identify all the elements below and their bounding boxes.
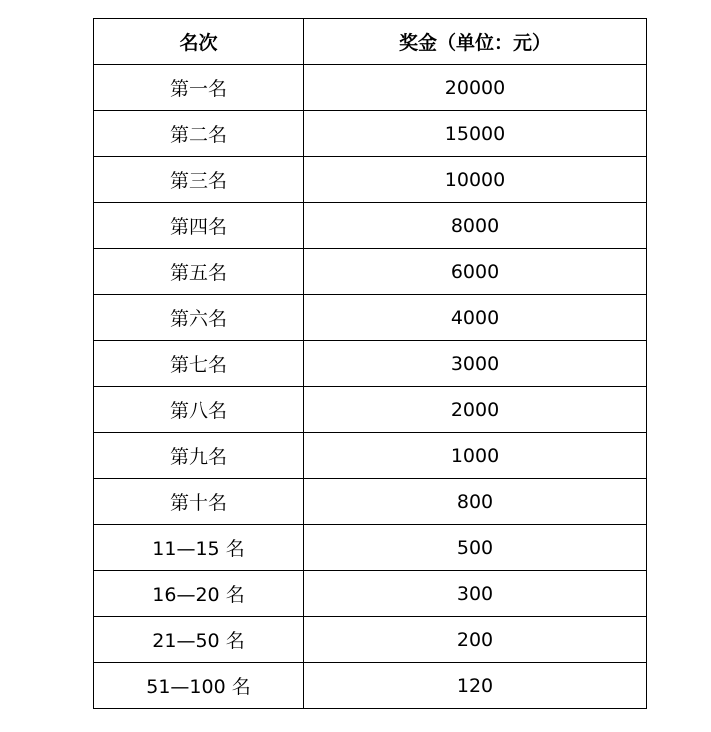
prize-table [93,18,647,709]
rank-cell: 第四名 [94,203,304,249]
prize-cell: 20000 [304,65,647,111]
rank-cell: 第五名 [94,249,304,295]
table-row [94,617,647,663]
rank-cell: 16—20 名 [94,571,304,617]
table-header-row [94,19,647,65]
prize-cell: 800 [304,479,647,525]
prize-cell: 10000 [304,157,647,203]
rank-cell: 第六名 [94,295,304,341]
rank-cell: 第十名 [94,479,304,525]
prize-cell: 500 [304,525,647,571]
prize-cell: 200 [304,617,647,663]
table-row [94,571,647,617]
rank-cell: 第二名 [94,111,304,157]
prize-cell: 15000 [304,111,647,157]
table-row [94,479,647,525]
table-row [94,341,647,387]
prize-cell: 3000 [304,341,647,387]
prize-cell: 2000 [304,387,647,433]
table-row [94,433,647,479]
rank-cell: 11—15 名 [94,525,304,571]
header-prize: 奖金（单位：元） [304,19,647,65]
rank-cell: 51—100 名 [94,663,304,709]
prize-cell: 4000 [304,295,647,341]
table-row [94,387,647,433]
header-rank: 名次 [94,19,304,65]
table-row [94,203,647,249]
rank-cell: 第九名 [94,433,304,479]
table-row [94,65,647,111]
prize-cell: 1000 [304,433,647,479]
prize-cell: 6000 [304,249,647,295]
table-row [94,663,647,709]
prize-cell: 120 [304,663,647,709]
rank-cell: 第七名 [94,341,304,387]
table-row [94,295,647,341]
prize-cell: 300 [304,571,647,617]
rank-cell: 21—50 名 [94,617,304,663]
rank-cell: 第八名 [94,387,304,433]
prize-cell: 8000 [304,203,647,249]
rank-cell: 第一名 [94,65,304,111]
rank-cell: 第三名 [94,157,304,203]
table-row [94,249,647,295]
table-row [94,157,647,203]
table-row [94,111,647,157]
table-row [94,525,647,571]
